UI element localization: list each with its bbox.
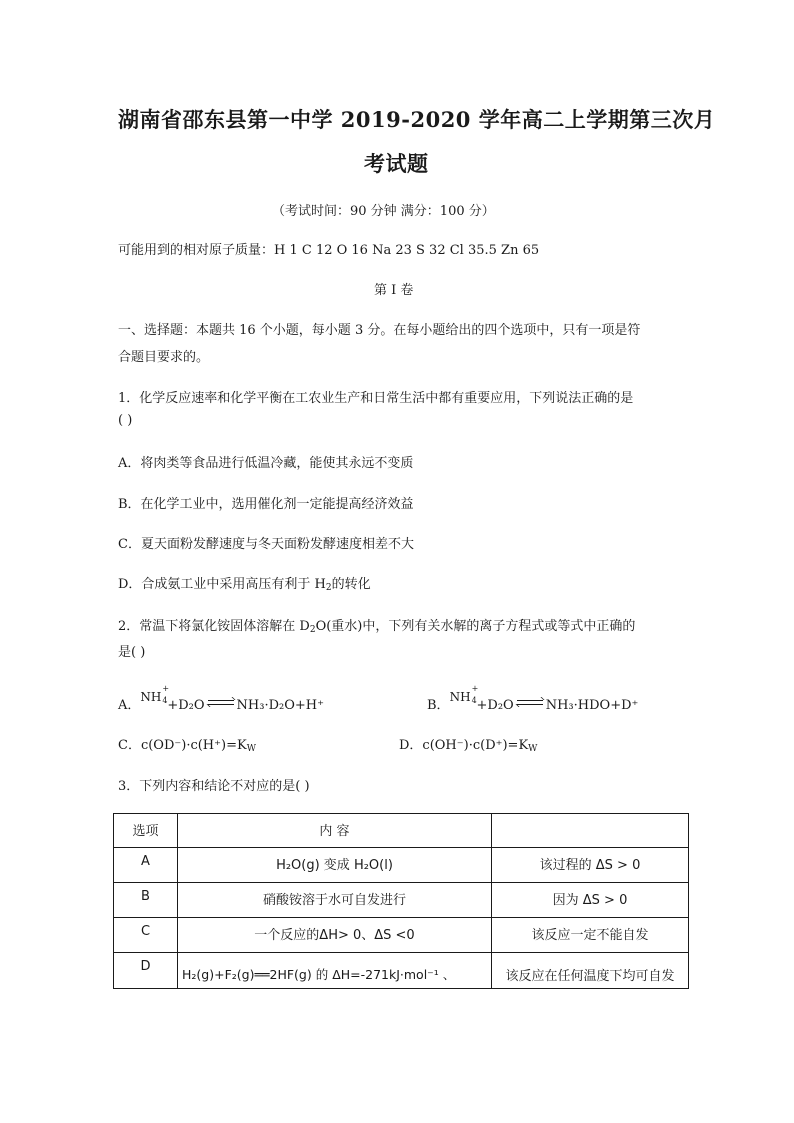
content-cell: 硝酸铵溶于水可自发进行 — [178, 883, 492, 918]
table-header-row — [114, 814, 689, 848]
q3-options-table — [113, 813, 689, 989]
volume-heading: 第 I 卷 — [374, 283, 414, 298]
header-cell — [492, 814, 689, 848]
atomic-masses: 可能用到的相对原子质量：H 1 C 12 O 16 Na 23 S 32 Cl 35.5 Zn 65 — [118, 243, 540, 258]
title-line-1: 湖南省邵东县第一中学 2019-2020 学年高二上学期第三次月 — [118, 107, 716, 132]
ammonium-ion: NH + 4 — [449, 684, 479, 705]
conclusion-cell: 该反应一定不能自发 — [492, 918, 689, 953]
q1-stem-line-2: ( ) — [118, 413, 133, 428]
q2-stem-line-1: 2．常温下将氯化铵固体溶解在 $D_2O$(重水)中，下列有关水解的离子方程式或等式中正确的 — [118, 619, 636, 635]
title-line-2: 考试题 — [364, 151, 429, 176]
q2-stem-line-2: 是( ) — [118, 645, 146, 660]
option-cell: D — [114, 953, 178, 989]
q2-option-c: C．$c(OD^-)\cdot c(H^+)=K_W$ — [118, 738, 256, 754]
q1-option-b: B．在化学工业中，选用催化剂一定能提高经济效益 — [118, 497, 414, 512]
table-row — [114, 883, 689, 918]
q1-option-c: C．夏天面粉发酵速度与冬天面粉发酵速度相差不大 — [118, 537, 414, 552]
q2-option-d: D．$c(OH^-)\cdot c(D^+)=K_W$ — [399, 738, 538, 754]
conclusion-cell: 因为 ΔS > 0 — [492, 883, 689, 918]
q2-option-b: B．NH + 4 +D₂O NH₃·HDO+D⁺ — [427, 684, 639, 713]
q1-option-a: A．将肉类等食品进行低温冷藏，能使其永远不变质 — [118, 456, 414, 471]
table-row — [114, 918, 689, 953]
option-cell: C — [114, 918, 178, 953]
conclusion-cell: 该反应在任何温度下均可自发 — [492, 953, 689, 989]
q3-stem: 3．下列内容和结论不对应的是( ) — [118, 779, 310, 794]
content-cell: H₂O(g) 变成 H₂O(l) — [178, 848, 492, 883]
exam-info: （考试时间：90 分钟 满分：100 分） — [272, 204, 495, 219]
ammonium-ion: NH + 4 — [140, 684, 170, 705]
content-cell: 一个反应的ΔH> 0、ΔS <0 — [178, 918, 492, 953]
content-cell: H₂(g)+F₂(g)══2HF(g) 的 ΔH=-271kJ·mol⁻¹ 、 — [178, 953, 492, 989]
table-row — [114, 953, 689, 989]
header-cell: 内 容 — [178, 814, 492, 848]
equilibrium-arrow-icon — [517, 700, 543, 706]
option-cell: A — [114, 848, 178, 883]
conclusion-cell: 该过程的 ΔS > 0 — [492, 848, 689, 883]
q2-option-a: A．NH + 4 +D₂O NH₃·D₂O+H⁺ — [118, 684, 324, 713]
section-1-instructions-line-1: 一、选择题：本题共 16 个小题，每小题 3 分。在每小题给出的四个选项中，只有一项是符 — [118, 323, 641, 338]
equilibrium-arrow-icon — [208, 700, 234, 706]
header-cell: 选项 — [114, 814, 178, 848]
q1-option-d: D．合成氨工业中采用高压有利于 $H_2$的转化 — [118, 577, 371, 593]
option-cell: B — [114, 883, 178, 918]
section-1-instructions-line-2: 合题目要求的。 — [118, 350, 210, 365]
table-row — [114, 848, 689, 883]
q1-stem-line-1: 1．化学反应速率和化学平衡在工农业生产和日常生活中都有重要应用，下列说法正确的是 — [118, 391, 634, 406]
